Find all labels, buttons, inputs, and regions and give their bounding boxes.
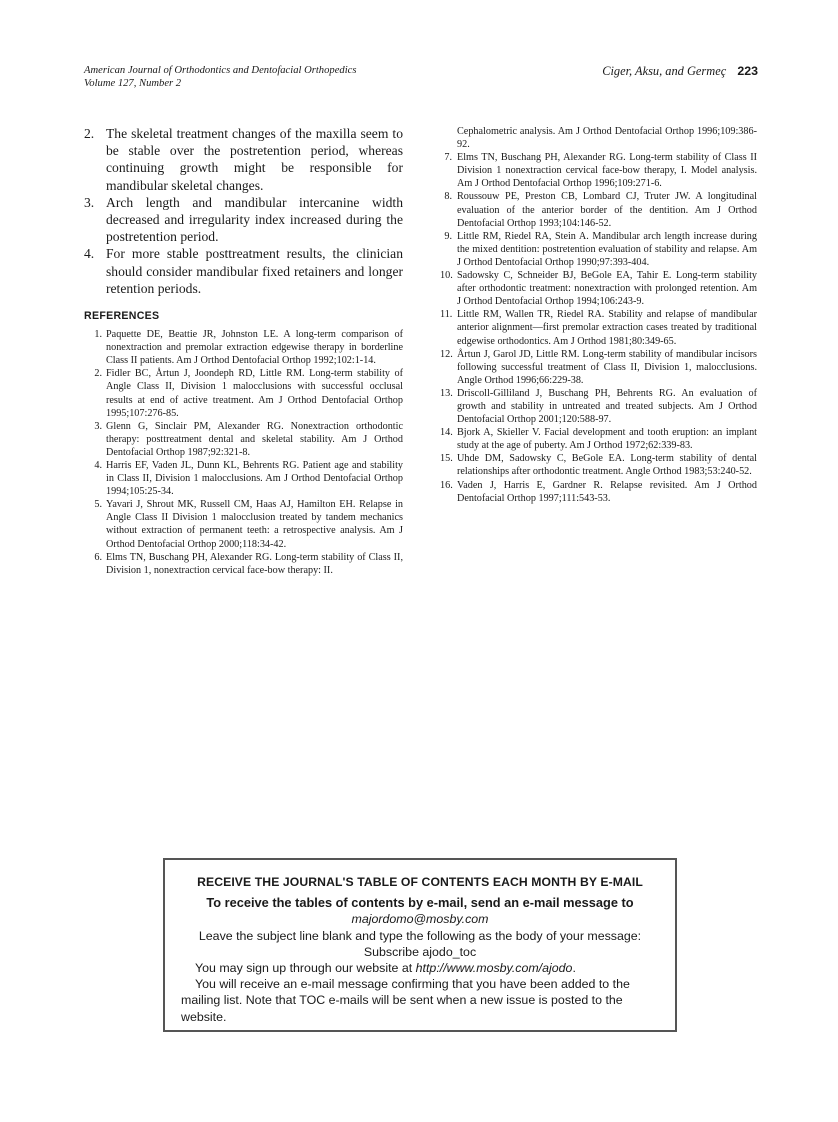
reference-text: Bjork A, Skieller V. Facial development and tooth eruption: an implant study at the age of puberty. Am J Orthod 1972;62:339-83. [457, 427, 757, 452]
reference-number: 9. [444, 230, 452, 242]
reference-text: Paquette DE, Beattie JR, Johnston LE. A long-term comparison of nonextraction and premolar extraction edgewise therapy in borderline Class II patients. Am J Orthod Dentofacial Orthop 1992;102:1-14. [106, 329, 403, 367]
references-list-left [84, 328, 403, 577]
website-link[interactable]: http://www.mosby.com/ajodo [415, 961, 573, 976]
references-heading: REFERENCES [84, 310, 160, 323]
reference-number: 1. [94, 329, 102, 341]
conclusion-text: Arch length and mandibular intercanine width decreased and irregularity index increased during the postretention period. [106, 194, 403, 245]
reference-text: Driscoll-Gilliland J, Buschang PH, Behrents RG. An evaluation of growth and stability in untreated and treated subjects. Am J Orthod Dentofacial Orthop 2001;120:588-97. [457, 387, 757, 426]
notice-confirmation: You will receive an e-mail message confirming that you have been added to the mailing list. Note that TOC e-mails will be sent when a new issue is posted to the website. [181, 977, 630, 1024]
right-column [442, 125, 757, 505]
reference-item [442, 387, 757, 426]
conclusion-text: The skeletal treatment changes of the maxilla seem to be stable over the postretention period, whereas continuing growth might be responsible for mandibular skeletal changes. [106, 126, 403, 193]
reference-number: 10. [440, 270, 453, 282]
reference-text: Yavari J, Shrout MK, Russell CM, Haas AJ, Hamilton EH. Relapse in Angle Class II Division 1 malocclusion treated by tandem mechanics without extraction of permanent teeth: a retrospective analysis. Am J Orthod Dentofacial Orthop 2000;118:34-42. [106, 499, 403, 550]
reference-number: 3. [94, 420, 102, 432]
reference-text: Roussouw PE, Preston CB, Lombard CJ, Truter JW. A longitudinal evaluation of the anterior border of the dentition. Am J Orthod Dentofacial Orthop 1993;104:146-52. [457, 191, 757, 229]
reference-text: Fidler BC, Årtun J, Joondeph RD, Little RM. Long-term stability of Angle Class II, Division 1 malocclusions with successful occlusal results at end of active treatment. Am J Orthod Dentofacial Orthop 1995;107:276-85. [106, 368, 403, 419]
notice-title: RECEIVE THE JOURNAL'S TABLE OF CONTENTS EACH MONTH BY E-MAIL [197, 875, 643, 889]
notice-instruction: Leave the subject line blank and type the following as the body of your message: [198, 928, 642, 943]
reference-text: Sadowsky C, Schneider BJ, BeGole EA, Tahir E. Long-term stability after orthodontic treatment: nonextraction with prolonged retention. Am J Orthod Dentofacial Orthop 1994;106:243-9. [457, 270, 757, 308]
reference-text: Vaden J, Harris E, Gardner R. Relapse revisited. Am J Orthod Dentofacial Orthop 1997;111:543-53. [457, 479, 757, 504]
conclusion-number: 4. [84, 246, 95, 262]
reference-number: 2. [94, 368, 102, 380]
reference-number: 8. [444, 191, 452, 203]
reference-text: Elms TN, Buschang PH, Alexander RG. Long-term stability of Class II, Division 1, nonextraction cervical face-bow therapy: II. [106, 551, 403, 576]
journal-title: American Journal of Orthodontics and Dentofacial Orthopedics [84, 65, 357, 76]
reference-number: 11. [440, 309, 453, 321]
reference-text: Glenn G, Sinclair PM, Alexander RG. Nonextraction orthodontic therapy: posttreatment dental and skeletal stability. Am J Orthod Dentofacial Orthop 1987;92:321-8. [106, 420, 403, 458]
reference-text: Elms TN, Buschang PH, Alexander RG. Long-term stability of Class II Division 1 nonextraction cervical face-bow therapy, I. Model analysis. Am J Orthod Dentofacial Orthop 1996;109:271-6. [457, 152, 757, 190]
conclusion-text: For more stable posttreatment results, the clinician should consider mandibular fixed retainers and longer retention periods. [106, 246, 403, 296]
website-prefix: You may sign up through our website at [195, 961, 416, 976]
conclusions-list [84, 125, 403, 297]
reference-text: Harris EF, Vaden JL, Dunn KL, Behrents RG. Patient age and stability in Class II, Division 1 malocclusions. Am J Orthod Dentofacial Orthop 1994;105:25-34. [106, 459, 403, 498]
reference-item [442, 190, 757, 229]
website-suffix: . [572, 961, 576, 976]
reference-item [442, 151, 757, 190]
subscribe-command: Subscribe ajodo_toc [363, 944, 477, 959]
reference-item [84, 328, 403, 367]
reference-text: Uhde DM, Sadowsky C, BeGole EA. Long-term stability of dental relationships after orthodontic treatment. Angle Orthod 1983;53:240-52. [457, 453, 757, 478]
conclusion-item [84, 125, 403, 194]
reference-item [442, 452, 757, 478]
conclusion-number: 3. [84, 194, 95, 210]
toc-email-notice [163, 858, 677, 1032]
subscribe-email[interactable]: majordomo@mosby.com [351, 912, 489, 927]
notice-lead: To receive the tables of contents by e-mail, send an e-mail message to [206, 895, 634, 911]
reference-item [442, 348, 757, 387]
reference-item [442, 230, 757, 269]
reference-number: 14. [440, 427, 453, 439]
reference-number: 4. [94, 459, 102, 471]
authors: Ciger, Aksu, and Germeç [602, 64, 727, 78]
reference-number: 5. [94, 499, 102, 511]
reference-item [442, 426, 757, 452]
conclusion-item [84, 245, 403, 297]
references-list-right [442, 151, 757, 505]
reference-item [84, 498, 403, 550]
reference-item [84, 367, 403, 419]
conclusion-number: 2. [84, 126, 95, 141]
reference-text: Little RM, Wallen TR, Riedel RA. Stability and relapse of mandibular anterior alignment—first premolar extraction cases treated by traditional edgewise orthodontics. Am J Orthod 1981;80:349-65. [457, 309, 757, 347]
running-head [84, 64, 758, 94]
reference-item [84, 459, 403, 498]
journal-citation [84, 64, 356, 90]
page-header-right [602, 64, 758, 78]
reference-number: 6. [94, 551, 102, 563]
reference-item [442, 479, 757, 505]
reference-item [84, 551, 403, 577]
reference-text: Little RM, Riedel RA, Stein A. Mandibular arch length increase during the mixed dentition: postretention evaluation of stability and relapse. Am J Orthod Dentofacial Orthop 1990;97:393-404. [457, 230, 757, 268]
reference-number: 13. [440, 387, 453, 399]
page-number: 223 [737, 64, 758, 78]
reference-item [84, 420, 403, 459]
notice-website-line [181, 960, 659, 976]
reference-number: 7. [444, 152, 452, 164]
reference-number: 12. [440, 348, 453, 360]
reference-number: 16. [440, 479, 453, 491]
left-column [84, 125, 403, 577]
reference-text: Årtun J, Garol JD, Little RM. Long-term stability of mandibular incisors following successful treatment of Class II, Division 1, malocclusions. Angle Orthod 1996;66:229-38. [457, 348, 757, 386]
reference-item [442, 269, 757, 308]
journal-volume: Volume 127, Number 2 [84, 78, 182, 89]
reference-continuation: Cephalometric analysis. Am J Orthod Dentofacial Orthop 1996;109:386-92. [457, 126, 757, 151]
reference-number: 15. [440, 453, 453, 465]
reference-item [442, 308, 757, 347]
conclusion-item [84, 194, 403, 246]
